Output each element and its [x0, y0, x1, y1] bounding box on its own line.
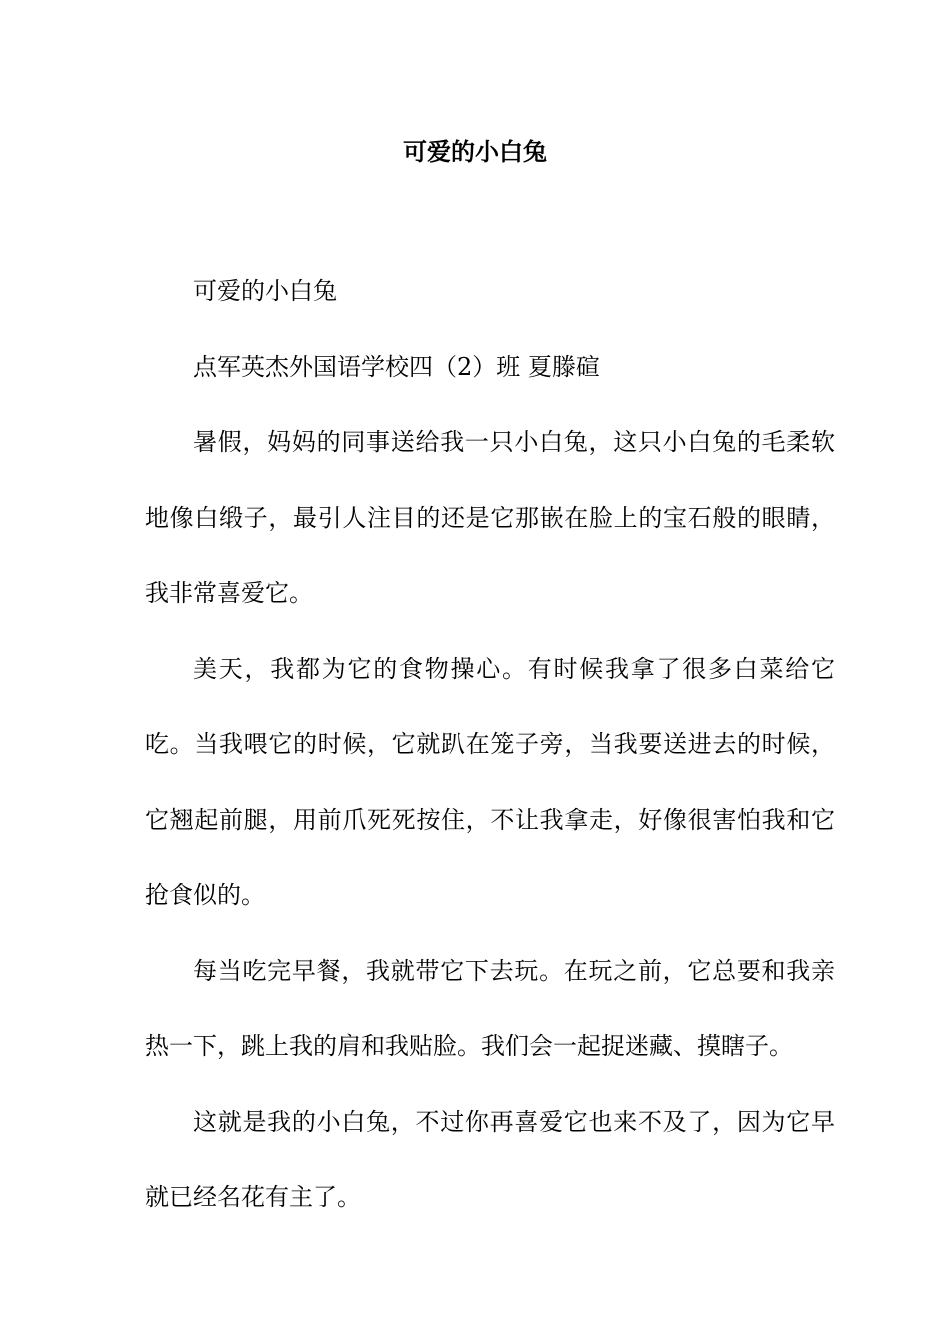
document-title: 可爱的小白兔 — [403, 137, 547, 166]
document-body — [145, 254, 835, 1236]
paragraph-3: 每当吃完早餐，我就带它下去玩。在玩之前，它总要和我亲热一下，跳上我的肩和我贴脸。我们会一起捉迷藏、摸瞎子。 — [145, 956, 835, 1060]
paragraph-4: 这就是我的小白兔，不过你再喜爱它也来不及了，因为它早就已经名花有主了。 — [145, 1107, 835, 1211]
paragraph-subtitle: 可爱的小白兔 — [193, 277, 337, 305]
paragraph-author: 点军英杰外国语学校四（2）班 夏滕碹 — [193, 352, 600, 381]
paragraph-2: 美天，我都为它的食物操心。有时候我拿了很多白菜给它吃。当我喂它的时候，它就趴在笼子旁，当我要送进去的时候，它翘起前腿，用前爪死死按住，不让我拿走，好像很害怕我和它抢食似的。 — [145, 654, 835, 909]
paragraph-1: 暑假，妈妈的同事送给我一只小白兔，这只小白兔的毛柔软地像白缎子，最引人注目的还是它那嵌在脸上的宝石般的眼睛，我非常喜爱它。 — [145, 428, 835, 607]
